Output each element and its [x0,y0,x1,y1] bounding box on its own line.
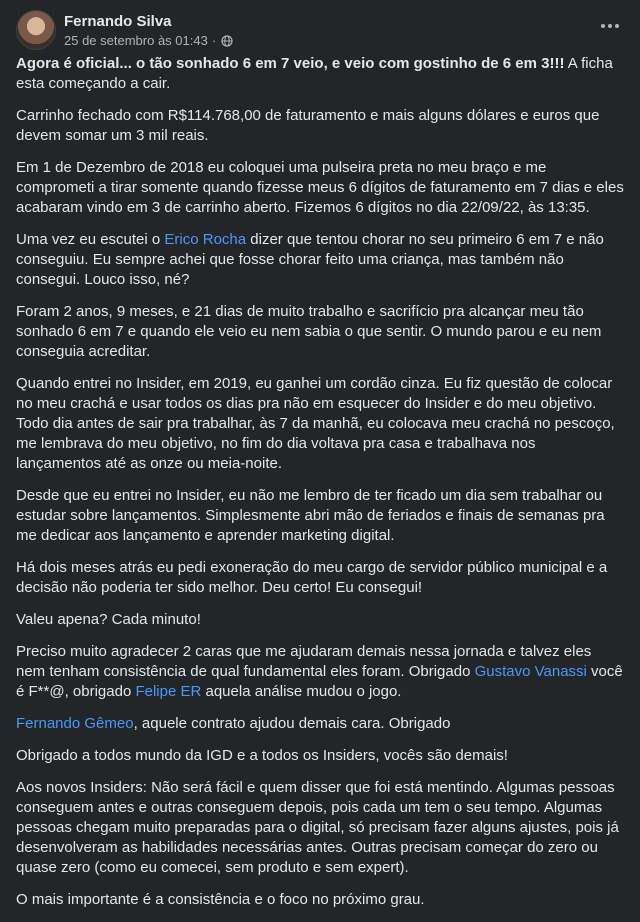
text: aquela análise mudou o jogo. [201,683,402,700]
paragraph-12: Obrigado a todos mundo da IGD e a todos os Insiders, vocês são demais! [16,747,508,764]
paragraph-8: Há dois meses atrás eu pedi exoneração do meu cargo de servidor público municipal e a decisão não poderia ter sido melhor. Deu certo! Eu consegui! [16,559,608,596]
post-meta [64,12,233,49]
paragraph-7: Desde que eu entrei no Insider, eu não me lembro de ter ficado um dia sem trabalhar ou estudar sobre lançamentos. Simplesmente abri mão de feriados e finais de semanas pra me dedicar aos lançamento e aprender marketing digital. [16,487,605,544]
post-header [16,10,233,50]
dot [615,24,619,28]
text: Uma vez eu escutei o [16,231,165,248]
paragraph-2: Carrinho fechado com R$114.768,00 de faturamento e mais alguns dólares e euros que devem somar um 3 mil reais. [16,107,600,144]
mention-gustavo-vanassi[interactable]: Gustavo Vanassi [474,663,587,680]
separator-dot: · [211,32,217,48]
paragraph-5: Foram 2 anos, 9 meses, e 21 dias de muito trabalho e sacrifício pra alcançar meu tão sonhado 6 em 7 e quando ele veio eu nem sabia o que sentir. O mundo parou e eu nem conseguia acreditar. [16,303,602,360]
paragraph-9: Valeu apena? Cada minuto! [16,611,201,628]
more-options-icon[interactable] [598,18,622,34]
paragraph-4 [16,230,624,290]
paragraph-6: Quando entrei no Insider, em 2019, eu ganhei um cordão cinza. Eu fiz questão de colocar no meu crachá e usar todos os dias pra não em esquecer do Insider e do meu objetivo. Todo dia antes de sair pra trabalhar, às 7 da manhã, eu colocava meu crachá no pescoço, me lembrava do meu objetivo, no fim do dia voltava pra casa e trabalhava nos lançamentos até as onze ou meia-noite. [16,375,615,472]
author-name[interactable]: Fernando Silva [64,12,172,30]
post-subline [64,32,233,49]
avatar[interactable] [16,10,56,50]
text: Preciso muito agradecer 2 caras que me ajudaram demais nessa jornada e talvez eles nem tenham consistência de qual fundamental eles foram. Obrigado [16,643,592,680]
paragraph-11 [16,714,624,734]
mention-fernando-gemeo[interactable]: Fernando Gêmeo [16,715,134,732]
post-body [16,54,624,922]
lead-rest: A ficha esta começando a cair. [16,55,613,92]
globe-icon[interactable] [221,34,233,46]
mention-erico-rocha[interactable]: Erico Rocha [164,231,247,248]
paragraph-1 [16,54,624,94]
dot [601,24,605,28]
paragraph-10 [16,642,624,702]
paragraph-14: O mais importante é a consistência e o foco no próximo grau. [16,891,425,908]
text: dizer que tentou chorar no seu primeiro 6 em 7 e não conseguiu. Eu sempre achei que fosse chorar feito uma criança, mas também não consegui. Louco isso, né? [16,231,604,288]
mention-felipe-er[interactable]: Felipe ER [135,683,202,700]
paragraph-13: Aos novos Insiders: Não será fácil e quem disser que foi está mentindo. Algumas pessoas conseguem antes e outras conseguem depois, pois cada um tem o seu tempo. Algumas pessoas chegam muito preparadas para o digital, só precisam fazer alguns ajustes, pois já desenvolveram as habilidades necessárias antes. Outras precisam começar do zero ou quase zero (como eu comecei, sem produto e sem expert). [16,779,619,876]
paragraph-3: Em 1 de Dezembro de 2018 eu coloquei uma pulseira preta no meu braço e me comprometi a tirar somente quando fizesse meus 6 dígitos de faturamento em 7 dias e eles acabaram vindo em 3 de carrinho aberto. Fizemos 6 dígitos no dia 22/09/22, às 13:35. [16,159,624,216]
text: você é F**@, obrigado [16,663,623,700]
lead-text: Agora é oficial... o tão sonhado 6 em 7 veio, e veio com gostinho de 6 em 3!!! [16,55,565,72]
text: , aquele contrato ajudou demais cara. Obrigado [133,715,451,732]
dot [608,24,612,28]
post-timestamp[interactable]: 25 de setembro às 01:43 [64,32,208,48]
